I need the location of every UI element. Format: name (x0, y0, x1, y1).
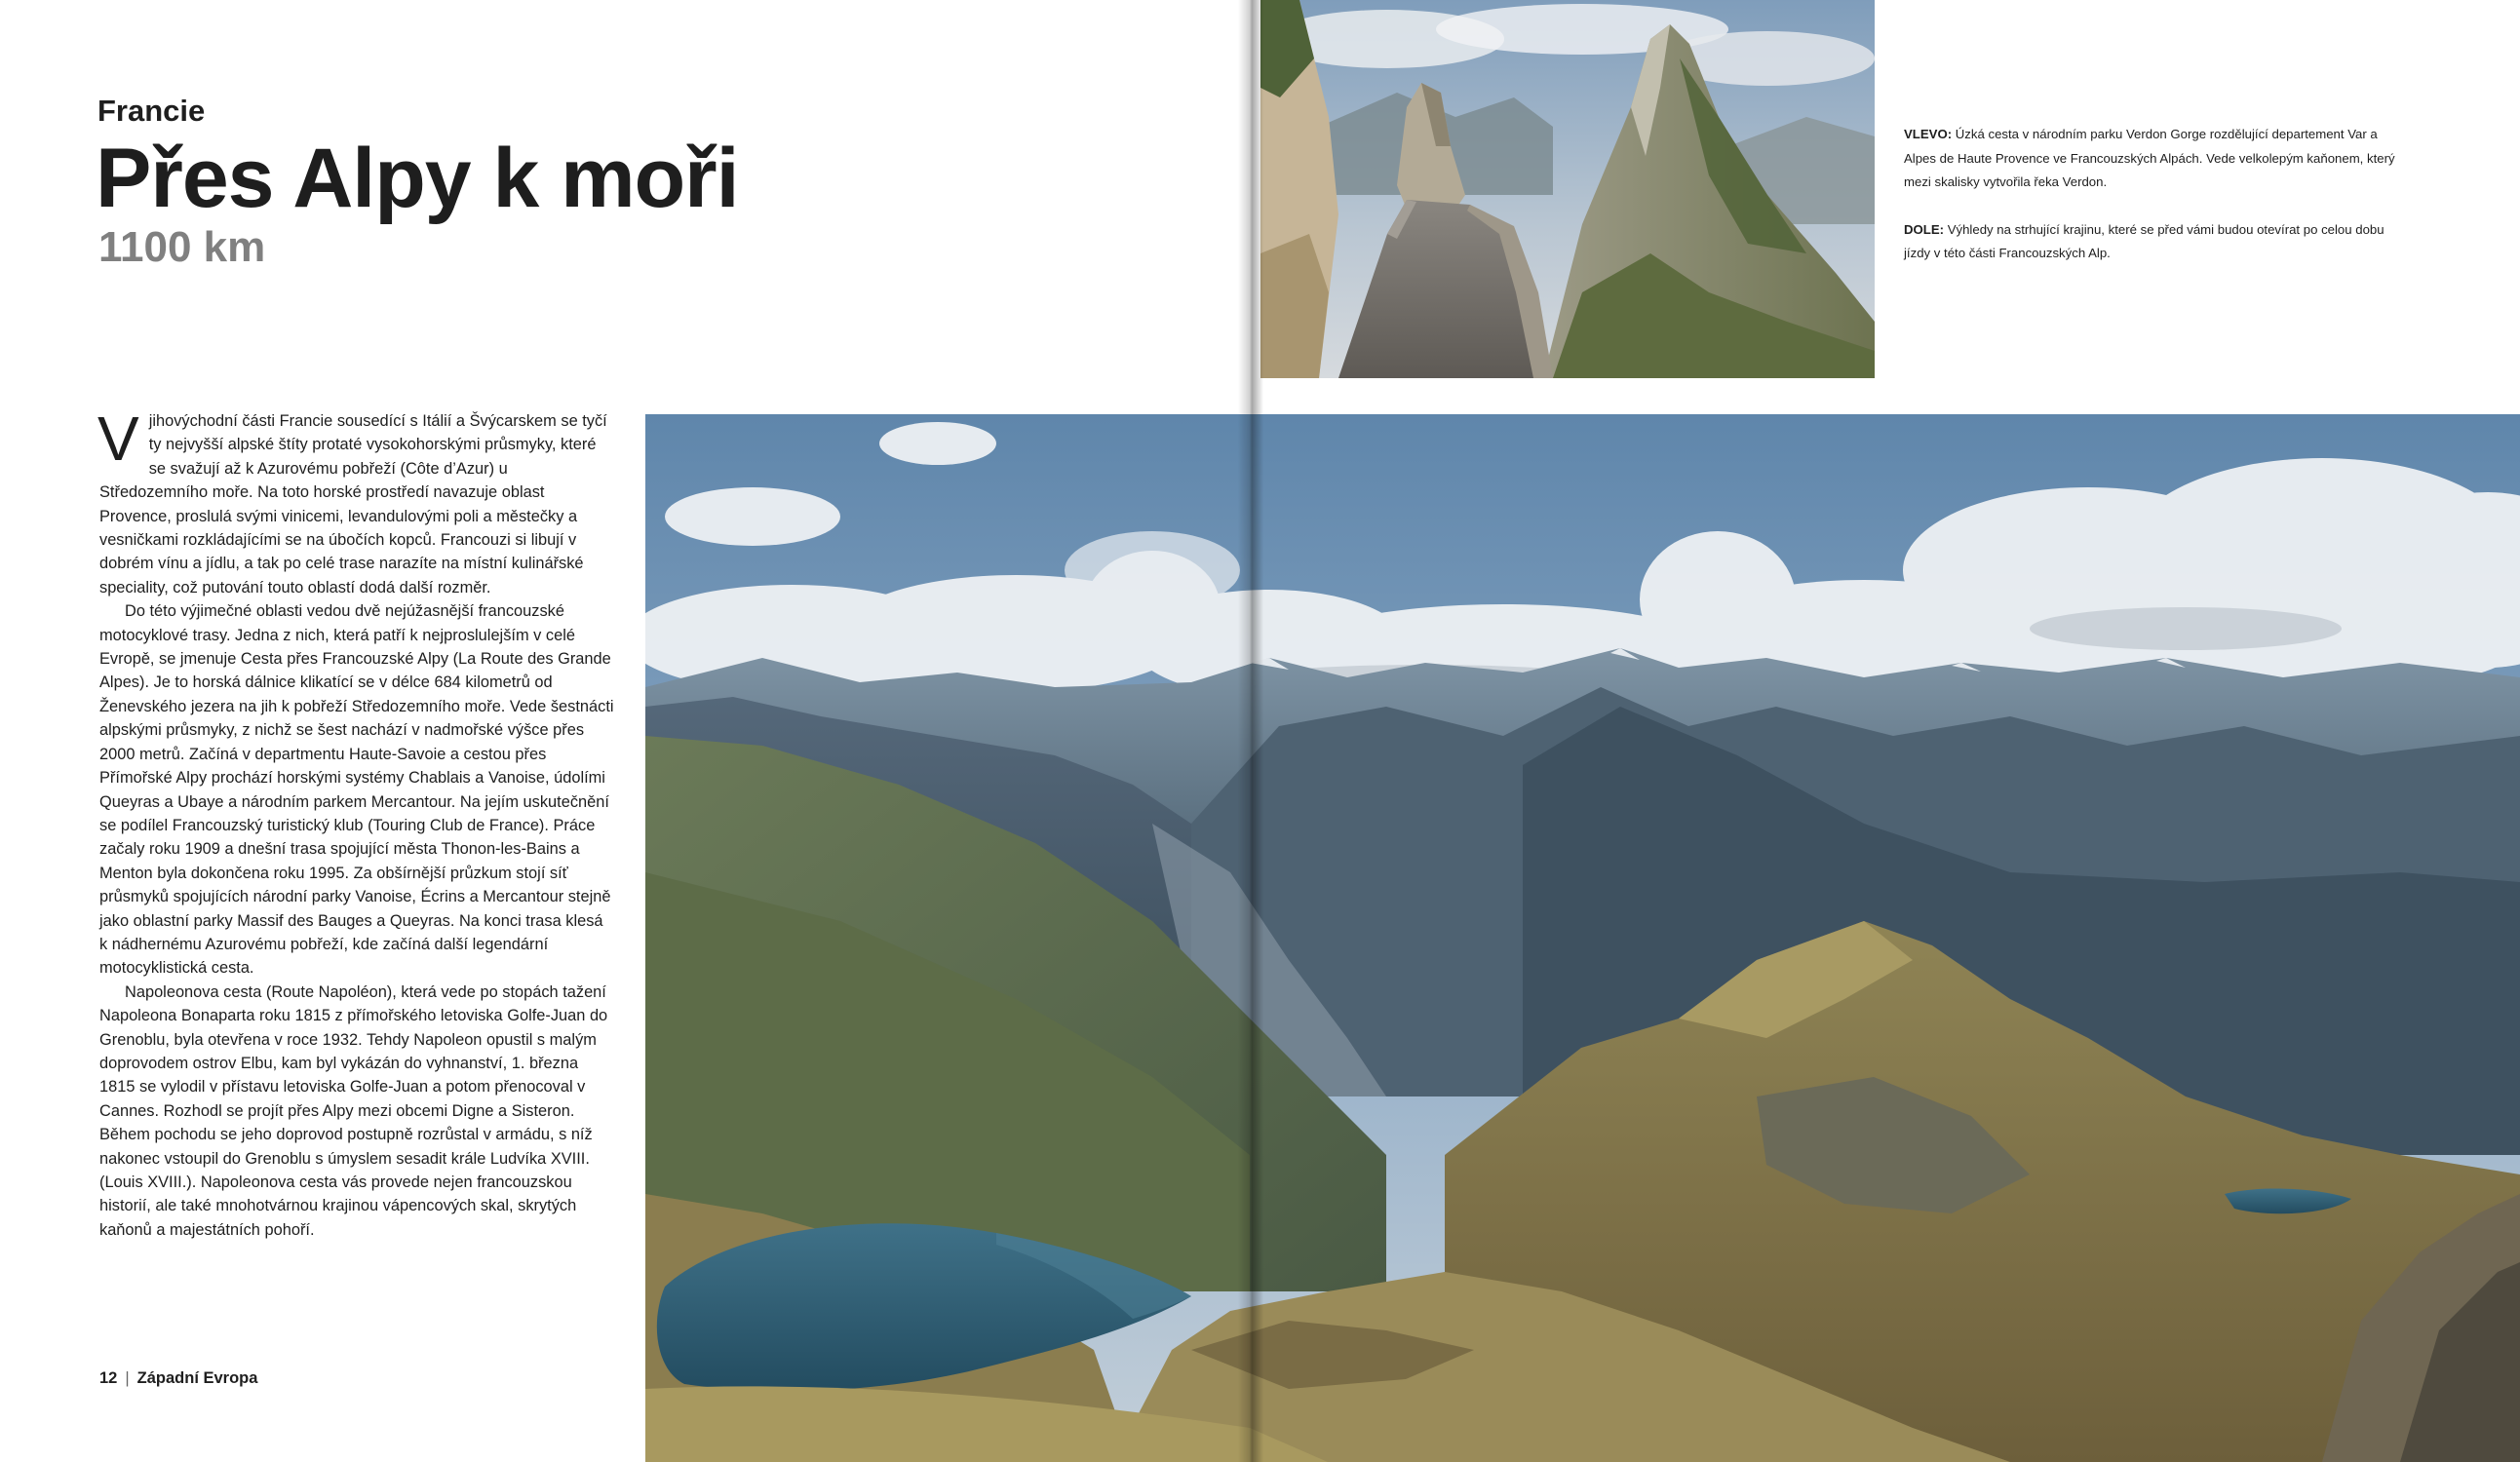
page-number: 12 (99, 1369, 118, 1387)
caption-below (1904, 218, 2411, 266)
article-body (97, 404, 614, 1242)
caption-left (1904, 123, 2411, 195)
footer-separator: | (125, 1369, 130, 1387)
page-title: Přes Alpy k moři (96, 132, 739, 225)
page-footer (99, 1369, 257, 1388)
paragraph-1-text: jihovýchodní části Francie sousedící s Itálií a Švýcarskem se tyčí ty nejvyšší alpské štíty protaté vysokohorskými průsmyky, které se svažují až k Azurovému pobřeží (Côte d’Azur) u Středozemního moře. Na toto horské prostředí navazuje oblast Provence, proslulá svými vinicemi, levandulovými poli a městečky a vesničkami rozkládajícími se na úbočích kopců. Francouzi si libují v dobrém vínu a jídlu, a tak po celé trase narazíte na místní kulinářské speciality, což putování touto oblastí dodá další rozměr. (99, 412, 607, 596)
caption-below-label: DOLE: (1904, 221, 1945, 237)
paragraph-2: Do této výjimečné oblasti vedou dvě nejúžasnější francouzské motocyklové trasy. Jedna z nich, která patří k nejproslulejším v celé Evropě, se jmenuje Cesta přes Francouzské Alpy (La Route des Grande Alpes). Je to horská dálnice klikatící se v délce 684 kilometrů od Ženevského jezera na jih k pobřeží Středozemního moře. Vede šestnácti alpskými průsmyky, z nichž se šest nachází v nadmořské výšce přes 2000 metrů. Začíná v departmentu Haute-Savoie a cestou přes Přímořské Alpy prochází horskými systémy Chablais a Vanoise, údolími Queyras a Ubaye a národním parkem Mercantour. Na jejím uskutečnění se podílel Francouzský turistický klub (Touring Club de France). Práce začaly roku 1909 a dnešní trasa spojující města Thonon-les-Bains a Menton byla dokončena roku 1995. Za obšírnější průzkum stojí síť průsmyků spojujících národní parky Vanoise, Écrins a Mercantour stejně jako oblastní parky Massif des Bauges a Queyras. Na konci trasa klesá k nádhernému Azurovému pobřeží, kde začíná další legendární motocyklistická cesta. (99, 602, 614, 978)
paragraph-3: Napoleonova cesta (Route Napoléon), která vede po stopách tažení Napoleona Bonaparta roku 1815 z přímořského letoviska Golfe-Juan do Grenoblu, byla otevřena v roce 1932. Tehdy Napoleon opustil s malým doprovodem ostrov Elbu, kam byl vykázán do vyhnanství, 1. března 1815 se vylodil v přístavu letoviska Golfe-Juan a potom přenocoval v Cannes. Rozhodl se projít přes Alpy mezi obcemi Digne a Sisteron. Během pochodu se jeho doprovod postupně rozrůstal v armádu, s níž nakonec vstoupil do Grenoblu s úmyslem sesadit krále Ludvíka XVIII. (Louis XVIII.). Napoleonova cesta vás provede nejen francouzskou historií, ale také mnohotvárnou krajinou vápencových skal, skrytých kaňonů a majestátních pohoří. (99, 982, 608, 1239)
verdon-road-photo (1260, 0, 1875, 378)
alps-panorama-photo (645, 414, 2520, 1462)
alps-panorama-illustration (645, 414, 2520, 1462)
section-name: Západní Evropa (136, 1369, 258, 1387)
paragraph-1 (97, 404, 614, 599)
verdon-road-illustration (1260, 0, 1875, 378)
route-distance: 1100 km (98, 223, 266, 271)
photo-captions (1904, 123, 2411, 289)
caption-left-label: VLEVO: (1904, 127, 1953, 141)
caption-below-text: Výhledy na strhující krajinu, které se před vámi budou otevírat po celou dobu jízdy v této části Francouzských Alp. (1904, 221, 2384, 260)
caption-left-text: Úzká cesta v národním parku Verdon Gorge rozdělující departement Var a Alpes de Haute Provence ve Francouzských Alpách. Vede velkolepým kaňonem, který mezi skalisky vytvořila řeka Verdon. (1904, 127, 2395, 189)
country-heading: Francie (97, 94, 206, 128)
drop-cap: V (97, 404, 139, 474)
